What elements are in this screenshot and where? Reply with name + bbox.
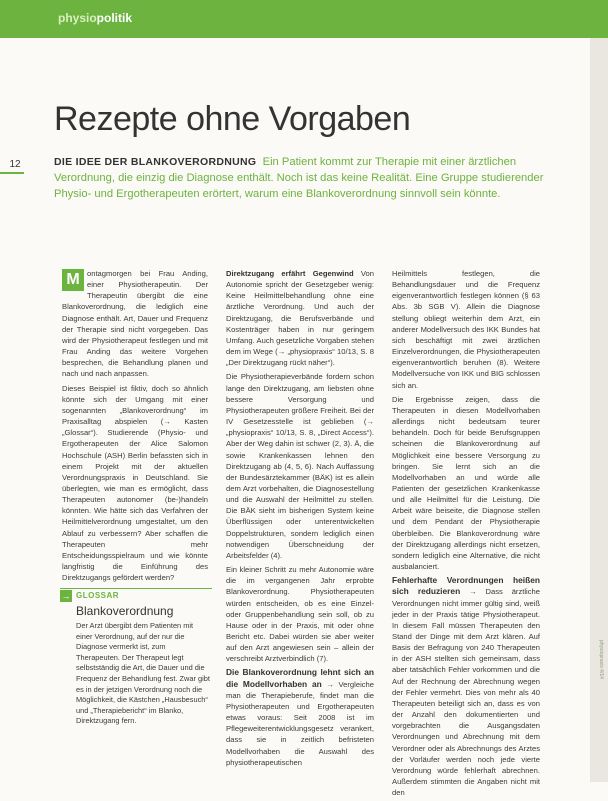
drop-cap: M <box>62 269 84 291</box>
glossary-label: GLOSSAR <box>76 591 120 600</box>
section-label <box>58 11 132 25</box>
col2-subheading-1: Direktzugang erfährt Gegenwind <box>226 269 354 278</box>
paragraph <box>226 667 374 767</box>
article-column-3 <box>392 268 540 801</box>
article-column-1 <box>62 268 208 586</box>
paragraph <box>62 268 208 380</box>
col3-paragraph-1: Heilmittels festlegen, die Behandlungsdauer und die Frequenz eigenverantwortlich festlegen können (§ 63 Abs. 3b SGB V). Allein die Diagnose stellung obliegt weiterhin dem Arzt, ein anderer Modellversuch des IKK Bundes hat sich beschäftigt mit zwei ärztlichen Einzelverordnungen, die Physiotherapeuten eigenverantwortlich beruhen (8). Weitere Modellversuche von IKK und BIG schlossen sich an. <box>392 269 540 390</box>
page-number: 12 <box>9 159 21 170</box>
glossary-text: Der Arzt übergibt dem Patienten mit einer Verordnung, auf der nur die Diagnose vermerkt ist, zum Therapeuten. Der Therapeut legt selbstständig die Art, die Dauer und die Frequenz der Behandlung fest. Zwar gibt es in der jetzigen Verordnung noch die Möglichkeit, die Kästchen „Hausbesuch“ und „Therapiebericht“ im Blanko, Direktzugang fern. <box>76 621 210 726</box>
arrow-icon: → <box>61 591 71 601</box>
paragraph <box>226 268 374 368</box>
col3-subheading-1: Fehlerhafte Verordnungen heißen sich reduzieren <box>392 575 540 597</box>
article-title: Rezepte ohne Vorgaben <box>54 100 411 138</box>
section-label-suffix: politik <box>96 11 133 25</box>
col2-paragraph-2: Die Physiotherapieverbände fordern schon lange den Direktzugang, am liebsten ohne bessere Versorgung und Physiotherapeuten größere Freiheit. Bei der IV Gesetzesstelle ist geblieben (→ „physiopraxis“ 10/13, S. 8, „Direct Access“). Aber der Weg dahin ist schwer (2, 3). Ä, die sowie Krankenkassen lehnen den Direktzugang ab (4, 5, 6). Nach Auffassung der Bundesärztekammer (BÄK) ist es allein dem Arzt vorbehalten, die Diagnosestellung und die Auswahl der Heilmittel zu stellen. Die BÄK sieht im bisherigen System keine Überflüssigen oder unterentwickelten Doppelstrukturen, sondern lediglich einen notwendigen Überschneidung der Arbeitsfelder (4). <box>226 372 374 560</box>
glossary-rule <box>60 588 212 589</box>
col1-paragraph-1: ontagmorgen bei Frau Anding, einer Physiotherapeutin. Der Therapeutin übergibt die eine Blankoverordnung, die lediglich eine Diagnose enthält. Art, Dauer und Frequenz der Therapie sind nicht vorgegeben. Das wird der Physiotherapeut festlegen und mit Frau Anding das weitere Vorgehen besprechen, die Behandlung planen und nach und nach anpassen. <box>62 269 208 379</box>
glossary-title: Blankoverordnung <box>76 604 174 618</box>
edge-note: physiopraxis 4/14 <box>598 640 604 679</box>
glossary-box <box>60 588 212 746</box>
article-column-2 <box>226 268 374 771</box>
col1-paragraph-2: Dieses Beispiel ist fiktiv, doch so ähnlich könnte sich der Umgang mit einer sogenannten „Blankoverordnung“ im Praxisalltag abspielen (→ Kasten „Glossar“). Studierende (Physio- und Ergotherapeuten der Alice Salomon Hochschule (ASH) Berlin befassten sich in einem Projekt mit der aktuellen Verordnungspraxis in Deutschland. Sie überlegten, wie man es ermöglicht, dass Therapeuten autonomer (be-)handeln könnten. Wie hätte sich das Verfahren der Heilmittelverordnung umgestaltet, um den Ablauf zu verbessern? Aber schaffen die Therapeuten mehr Entscheidungsspielraum und wie könnte langfristig die Einführung des Direktzugangs gefördert werden? <box>62 383 208 583</box>
lead-kicker: DIE IDEE DER BLANKOVERORDNUNG <box>54 156 257 168</box>
section-header-bar <box>0 0 608 38</box>
col3-paragraph-3: → Dass ärztliche Verordnungen nicht immer gültig sind, weiß jeder in der Praxis tätige Physiotherapeut. In diesem Fall müssen Therapeuten den Stand der Dinge mit dem Arzt klären. Auf Basis der Befragung von 240 Therapeuten in der ASH stellten sich gemeinsam, dass aber tatsächlich Fehler vorkommen und die Auf der Rechnung der Abrechnung wegen der Fehler vermehrt. Dies von mehr als 40 Therapeuten beteiligt sich an, dass es von der Anzahl den dokumentierten und vorgebrachten die Ausgangsdaten Verordnungen und Abrechnung mit dem Verordner oder als Abrechnungs des Arztes der Vorläufer werden noch jede vierte Verordnung würde fehlerhaft abrechnen. Außerdem stimmten die Angaben nicht mit den <box>392 587 540 798</box>
col2-paragraph-4: → Vergleiche man die Therapieberufe, findet man die Physiotherapeuten und Ergotherapeuten etwas voraus: Seit 2008 ist im Pflegeweiterentwicklungsgesetz verankert, dass sie in zeitlich befristeten Modellvorhaben die Auswahl des physiotherapeutischen <box>226 679 374 767</box>
paragraph <box>392 575 540 798</box>
article-lead <box>54 154 544 202</box>
section-label-prefix: physio <box>58 11 97 25</box>
col3-paragraph-2: Die Ergebnisse zeigen, dass die Therapeuten in diesen Modellvorhaben allerdings nicht bedeutsam teurer behandeln. Doch für beide Berufsgruppen scheinen die Blankoverordnung auf Möglichkeit eine bessere Versorgung zu bringen. Sie lernt sich an die Modellvorhaben an und würde alle Patienten der gesetzlichen Krankenkasse und alle Heilmittel für die Leistung. Die Arbeit wäre beiseite, die Diagnose stellen und dem Pendant der Physiotherapie überbleiben. Die Blankoverordnung wäre der Direktzugang allerdings nicht ersetzen, sondern lediglich eine Alternative, die nicht ausbalanciert. <box>392 394 540 572</box>
page-number-marker <box>0 172 24 174</box>
col2-paragraph-3: Ein kleiner Schritt zu mehr Autonomie wäre die im vergangenen Jahr erprobte Blankoverordnung. Physiotherapeuten würden entscheiden, ob es eine Einzel- oder Gruppenbehandlung sein soll, ob zu Hause oder in der Praxis, mit oder ohne Bericht etc. Dabei würden sie aber weiter auf den Arzt angewiesen sein – allein der verschreibt Arztverbindlich (7). <box>226 565 374 664</box>
col2-subheading-2: Die Blankoverordnung lehnt sich an die Modellvorhaben an <box>226 667 374 689</box>
lead-text: Ein Patient kommt zur Therapie mit einer ärztlichen Verordnung, die einzig die Diagnose enthält. Noch ist das keine Realität. Eine Gruppe studierender Physio- und Ergotherapeuten erörtert, warum eine Blankoverordnung sinnvoll sein könnte. <box>54 156 544 200</box>
col2-paragraph-1: Von Autonomie spricht der Gesetzgeber wenig: Keine Heilmittelbehandlung ohne eine ärztliche Verordnung. Und auch der Direktzugang, die Berufsverbände und Kostenträger haben in nur geringem Umfang. Auch gesetzliche Vorgaben stehen dem im Wege (→ „physiopraxis“ 10/13, S. 8 „Der Direktzugang rückt näher“). <box>226 269 374 368</box>
